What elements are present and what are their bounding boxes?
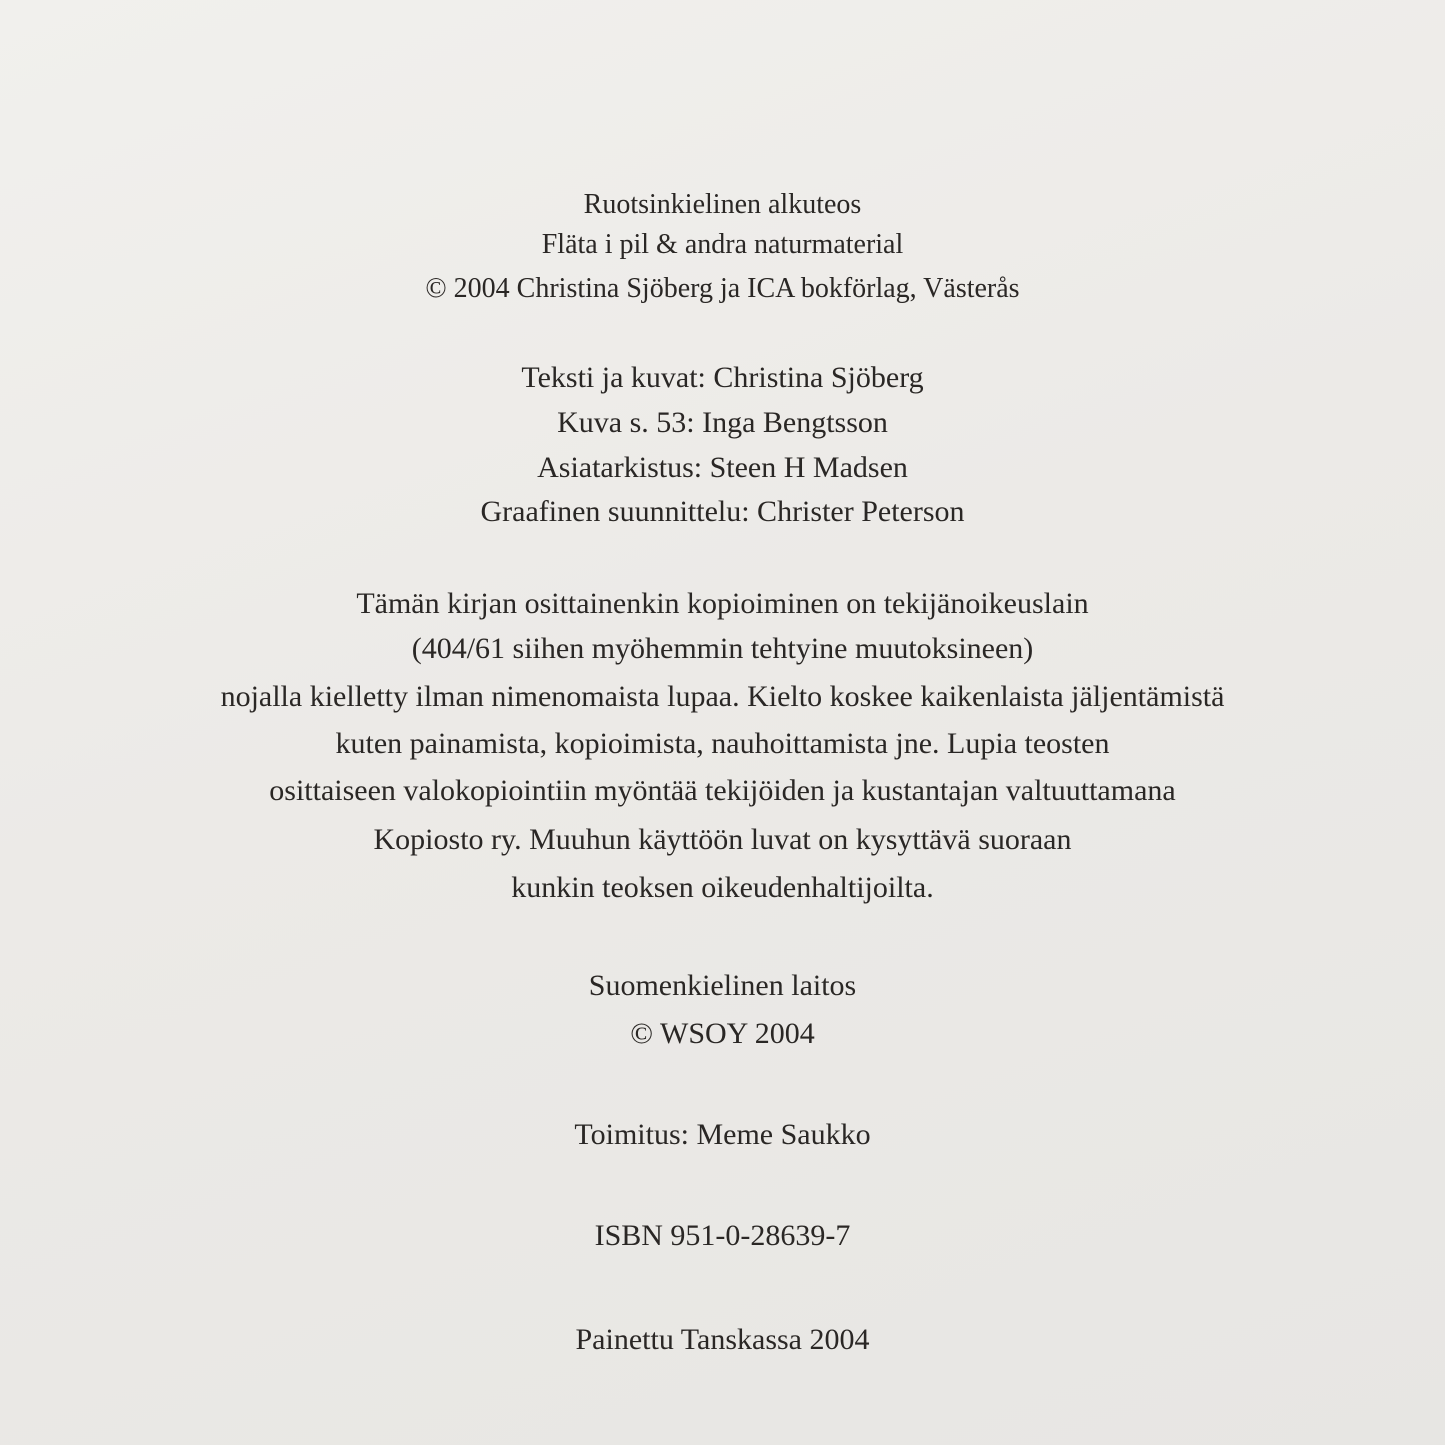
credit-image: Kuva s. 53: Inga Bengtsson xyxy=(557,406,888,439)
isbn: ISBN 951-0-28639-7 xyxy=(594,1219,851,1252)
copyright-notice-line: osittaiseen valokopiointiin myöntää tekijöiden ja kustantajan valtuuttamana xyxy=(269,774,1176,807)
finnish-edition-label: Suomenkielinen laitos xyxy=(588,969,857,1002)
copyright-notice-line: kunkin teoksen oikeudenhaltijoilta. xyxy=(511,871,934,904)
copyright-notice-line: kuten painamista, kopioimista, nauhoittamista jne. Lupia teosten xyxy=(335,727,1110,760)
original-copyright: © 2004 Christina Sjöberg ja ICA bokförlag, Västerås xyxy=(425,273,1020,304)
copyright-notice-line: Tämän kirjan osittainenkin kopioiminen on tekijänoikeuslain xyxy=(356,587,1089,620)
original-edition-label: Ruotsinkielinen alkuteos xyxy=(583,189,862,220)
credit-text-images: Teksti ja kuvat: Christina Sjöberg xyxy=(521,361,924,394)
copyright-notice-line: (404/61 siihen myöhemmin tehtyine muutoksineen) xyxy=(411,632,1034,665)
credit-graphic-design: Graafinen suunnittelu: Christer Peterson xyxy=(480,495,965,528)
editor-credit: Toimitus: Meme Saukko xyxy=(574,1118,871,1151)
printed-info: Painettu Tanskassa 2004 xyxy=(575,1323,870,1356)
copyright-notice-line: nojalla kielletty ilman nimenomaista lupaa. Kielto koskee kaikenlaista jäljentämistä xyxy=(220,680,1225,713)
finnish-edition-copyright: © WSOY 2004 xyxy=(630,1017,815,1050)
credit-fact-check: Asiatarkistus: Steen H Madsen xyxy=(537,451,908,484)
original-title: Fläta i pil & andra naturmaterial xyxy=(541,229,904,260)
copyright-notice-line: Kopiosto ry. Muuhun käyttöön luvat on kysyttävä suoraan xyxy=(373,823,1072,856)
